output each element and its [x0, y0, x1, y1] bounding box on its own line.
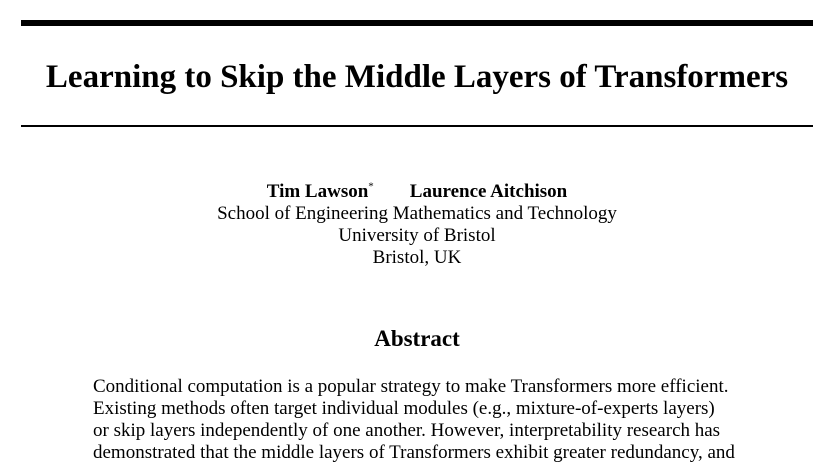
- author-name: Tim Lawson: [266, 181, 369, 202]
- abstract-heading: Abstract: [374, 326, 460, 351]
- author-footnote-mark: *: [368, 180, 374, 193]
- abstract-line: or skip layers independently of one another. However, interpretability research has: [93, 420, 721, 441]
- author-university: University of Bristol: [338, 225, 496, 246]
- author-name: Laurence Aitchison: [409, 181, 568, 202]
- title-top-rule: [21, 20, 813, 26]
- author-names: [21, 181, 813, 203]
- author-location: Bristol, UK: [372, 247, 462, 268]
- author-department: School of Engineering Mathematics and Technology: [217, 203, 617, 224]
- abstract-line: demonstrated that the middle layers of Transformers exhibit greater redundancy, and: [93, 442, 735, 463]
- abstract-body: [93, 376, 745, 464]
- paper-title: Learning to Skip the Middle Layers of Transformers: [45, 59, 789, 95]
- title-bottom-rule: [21, 125, 813, 127]
- abstract-line: Existing methods often target individual modules (e.g., mixture-of-experts layers): [93, 398, 715, 419]
- abstract-line: Conditional computation is a popular strategy to make Transformers more efficient.: [93, 376, 729, 397]
- author-block: [21, 181, 813, 269]
